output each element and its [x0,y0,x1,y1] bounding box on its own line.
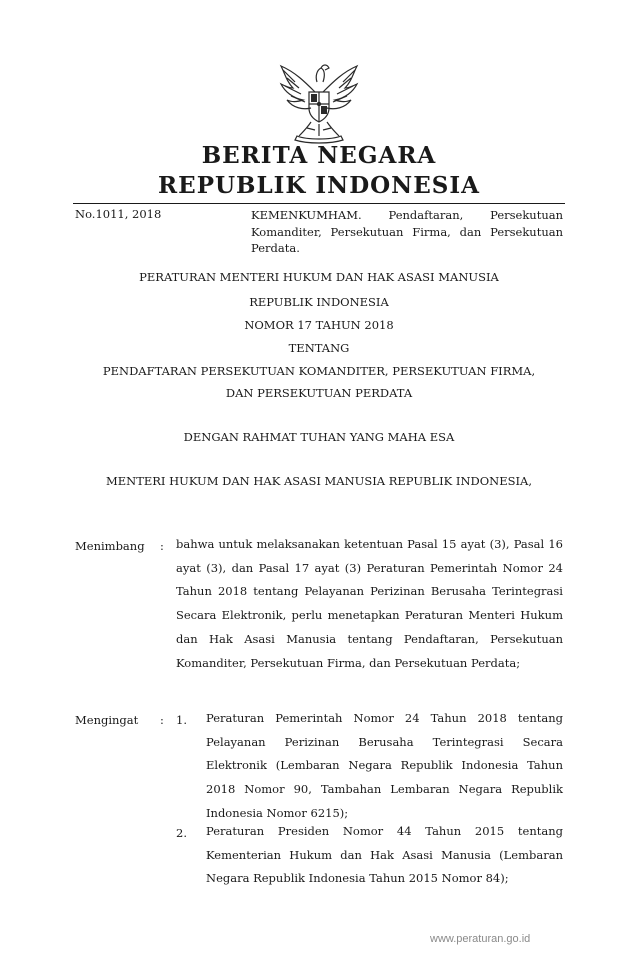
mengingat-item-2-text: Peraturan Presiden Nomor 44 Tahun 2015 tentang Kementerian Hukum dan Hak Asasi Manusia (Lembaran Negara Republik Indonesia Tahun 2015 Nomor 84); [206,824,563,886]
regulation-subject-line1: PENDAFTARAN PERSEKUTUAN KOMANDITER, PERSEKUTUAN FIRMA, [102,364,536,378]
garuda-emblem-icon [271,52,367,144]
regulation-title-line1: PERATURAN MENTERI HUKUM DAN HAK ASASI MANUSIA [139,270,499,284]
blessing-line: DENGAN RAHMAT TUHAN YANG MAHA ESA [183,430,455,444]
mengingat-item-1-number: 1. [176,713,187,727]
mengingat-item-1-text: Peraturan Pemerintah Nomor 24 Tahun 2018 tentang Pelayanan Perizinan Berusaha Terintegrasi Secara Elektronik (Lembaran Negara Republik Indonesia Tahun 2018 Nomor 90, Tambahan Lembaran Negara Republik Indonesia Nomor 6215); [206,711,563,820]
gazette-topic: KEMENKUMHAM. Pendaftaran, Persekutuan Komanditer, Persekutuan Firma, dan Persekutuan Perdata. [251,208,563,255]
menimbang-label: Menimbang [75,539,145,553]
menimbang-text: bahwa untuk melaksanakan ketentuan Pasal 15 ayat (3), Pasal 16 ayat (3), dan Pasal 17 ayat (3) Peraturan Pemerintah Nomor 24 Tahun 2018 tentang Pelayanan Perizinan Berusaha Terintegrasi Secara Elektronik, perlu menetapkan Peraturan Menteri Hukum dan Hak Asasi Manusia tentang Pendaftaran, Persekutuan Komanditer, Persekutuan Firma, dan Persekutuan Perdata; [176,537,563,670]
regulation-subject-line2: DAN PERSEKUTUAN PERDATA [225,386,413,400]
issuer-line: MENTERI HUKUM DAN HAK ASASI MANUSIA REPUBLIK INDONESIA, [105,474,533,488]
regulation-number: NOMOR 17 TAHUN 2018 [244,318,394,332]
gazette-title: BERITA NEGARA [201,142,437,169]
footer-url[interactable]: www.peraturan.go.id [430,933,531,945]
mengingat-label: Mengingat [75,713,139,727]
header-divider [73,203,565,204]
mengingat-item-2-number: 2. [176,826,187,840]
gazette-number: No.1011, 2018 [75,207,162,221]
regulation-title-line2: REPUBLIK INDONESIA [249,295,389,309]
gazette-subtitle: REPUBLIK INDONESIA [158,172,480,199]
mengingat-colon: : [160,713,164,727]
regulation-tentang: TENTANG [288,341,350,355]
menimbang-colon: : [160,539,164,553]
